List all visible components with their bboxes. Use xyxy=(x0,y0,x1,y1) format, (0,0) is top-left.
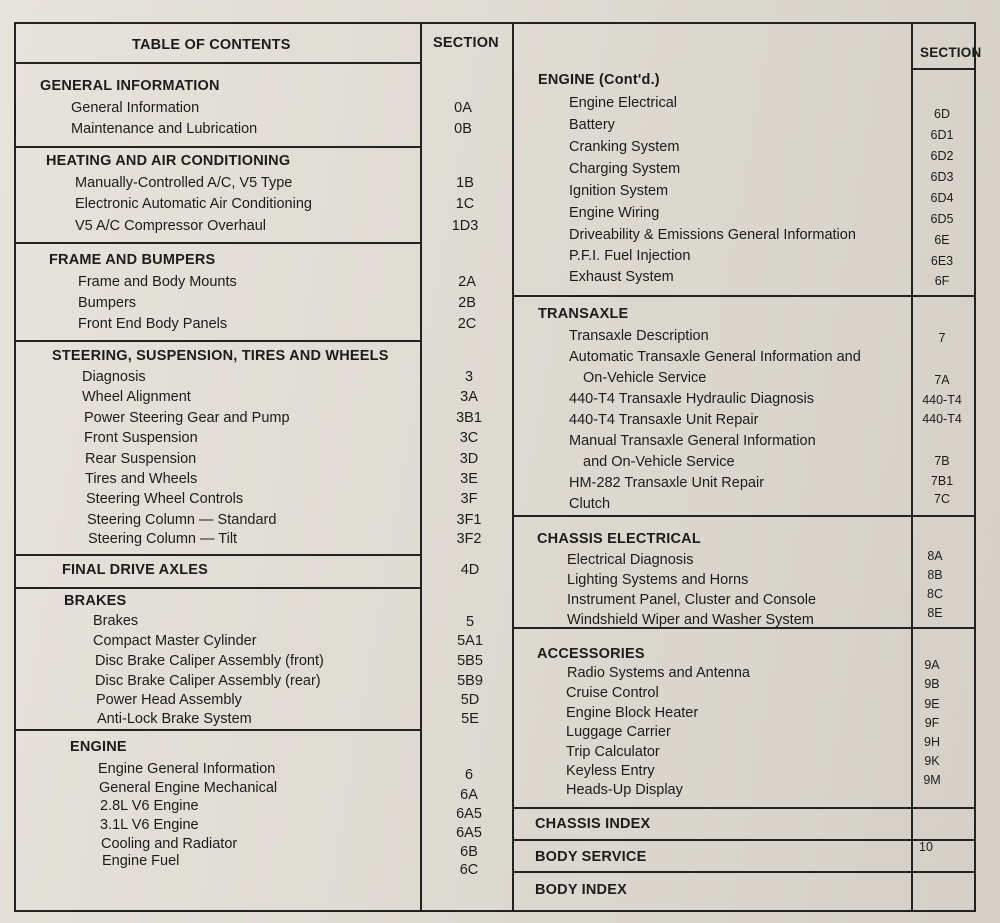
section-number: 6D4 xyxy=(930,191,954,205)
toc-entry[interactable]: Keyless Entry xyxy=(566,763,655,779)
section-number: 6 xyxy=(464,767,474,783)
section-number: 6A5 xyxy=(456,825,482,841)
toc-entry[interactable]: Clutch xyxy=(569,496,611,512)
rule xyxy=(16,554,421,556)
section-number: 7C xyxy=(934,492,950,506)
toc-entry-continued[interactable]: and On-Vehicle Service xyxy=(583,454,735,470)
section-number: 6D3 xyxy=(930,170,954,184)
toc-entry[interactable]: Manual Transaxle General Information xyxy=(569,433,816,449)
toc-entry[interactable]: Engine Fuel xyxy=(102,853,180,869)
toc-entry[interactable]: Brakes xyxy=(93,613,139,629)
toc-entry[interactable]: Engine Electrical xyxy=(569,95,677,111)
heading-general-information: GENERAL INFORMATION xyxy=(40,78,220,94)
section-number: 9E xyxy=(924,697,940,711)
toc-entry[interactable]: Luggage Carrier xyxy=(566,724,671,740)
toc-entry[interactable]: Electrical Diagnosis xyxy=(567,552,694,568)
rule xyxy=(16,62,421,64)
heading-brakes: BRAKES xyxy=(64,593,127,609)
toc-entry[interactable]: Cooling and Radiator xyxy=(101,836,238,852)
section-number: 3A xyxy=(460,389,478,405)
section-number: 6E3 xyxy=(930,254,954,268)
toc-entry[interactable]: Battery xyxy=(569,117,615,133)
toc-entry[interactable]: Engine Block Heater xyxy=(566,705,699,721)
heading-heating-air-conditioning: HEATING AND AIR CONDITIONING xyxy=(46,153,291,169)
section-number: 10 xyxy=(919,840,933,854)
toc-entry[interactable]: General Information xyxy=(71,100,200,116)
section-number: 6D xyxy=(934,107,950,121)
section-number: 6B xyxy=(460,844,478,860)
section-number: 9K xyxy=(924,754,940,768)
section-number: 6F xyxy=(934,274,950,288)
rule xyxy=(512,515,976,517)
toc-entry[interactable]: Frame and Body Mounts xyxy=(78,274,237,290)
toc-entry[interactable]: Front Suspension xyxy=(84,430,198,446)
toc-entry[interactable]: Tires and Wheels xyxy=(85,471,198,487)
section-number: 2C xyxy=(457,316,477,332)
section-number: 3F1 xyxy=(456,512,482,528)
heading-transaxle: TRANSAXLE xyxy=(538,306,629,322)
rule xyxy=(16,146,421,148)
heading-chassis-index[interactable]: CHASSIS INDEX xyxy=(535,816,651,832)
section-number: 5 xyxy=(465,614,475,630)
section-number: 9M xyxy=(923,773,941,787)
section-number: 2B xyxy=(458,295,476,311)
section-number: 8E xyxy=(927,606,943,620)
section-number: 3D xyxy=(459,451,479,467)
toc-entry[interactable]: HM-282 Transaxle Unit Repair xyxy=(569,475,765,491)
toc-entry[interactable]: Anti-Lock Brake System xyxy=(97,711,252,727)
toc-entry[interactable]: P.F.I. Fuel Injection xyxy=(569,248,691,264)
toc-entry[interactable]: Front End Body Panels xyxy=(78,316,228,332)
section-number: 9F xyxy=(924,716,940,730)
section-number: 3B1 xyxy=(456,410,482,426)
rule xyxy=(16,587,421,589)
section-number: 8C xyxy=(927,587,943,601)
section-number: 6A5 xyxy=(456,806,482,822)
toc-title: TABLE OF CONTENTS xyxy=(132,37,291,53)
section-number: 0A xyxy=(454,100,472,116)
toc-entry[interactable]: 2.8L V6 Engine xyxy=(100,798,199,814)
section-number: 3F2 xyxy=(456,531,482,547)
section-number: 1B xyxy=(456,175,474,191)
section-number: 5E xyxy=(461,711,479,727)
toc-entry[interactable]: Automatic Transaxle General Information and xyxy=(569,349,861,365)
section-number: 1C xyxy=(455,196,475,212)
toc-entry[interactable]: Charging System xyxy=(569,161,681,177)
rule xyxy=(512,807,976,809)
toc-entry[interactable]: Bumpers xyxy=(78,295,137,311)
section-number: 5B5 xyxy=(457,653,483,669)
toc-entry[interactable]: Cranking System xyxy=(569,139,680,155)
toc-entry[interactable]: Instrument Panel, Cluster and Console xyxy=(567,592,817,608)
heading-steering-suspension: STEERING, SUSPENSION, TIRES AND WHEELS xyxy=(52,348,389,364)
toc-entry[interactable]: General Engine Mechanical xyxy=(99,780,278,796)
toc-entry[interactable]: Engine General Information xyxy=(98,761,276,777)
section-number: 3 xyxy=(464,369,474,385)
section-number: 3C xyxy=(459,430,479,446)
toc-entry[interactable]: Steering Wheel Controls xyxy=(86,491,244,507)
toc-entry[interactable]: Steering Column — Tilt xyxy=(88,531,238,547)
rule xyxy=(912,68,976,70)
toc-entry[interactable]: 440-T4 Transaxle Unit Repair xyxy=(569,412,759,428)
section-number: 440-T4 xyxy=(922,393,962,407)
heading-final-drive-axles: FINAL DRIVE AXLES xyxy=(62,562,208,578)
section-number: 5A1 xyxy=(457,633,483,649)
toc-entry[interactable]: Disc Brake Caliper Assembly (rear) xyxy=(95,673,321,689)
section-number: 7B1 xyxy=(930,474,954,488)
section-number: 4D xyxy=(460,562,480,578)
section-number: 7B xyxy=(934,454,950,468)
heading-frame-and-bumpers: FRAME AND BUMPERS xyxy=(49,252,216,268)
section-number: 5B9 xyxy=(457,673,483,689)
toc-entry[interactable]: Exhaust System xyxy=(569,269,674,285)
toc-entry[interactable]: Ignition System xyxy=(569,183,669,199)
heading-chassis-electrical: CHASSIS ELECTRICAL xyxy=(537,531,701,547)
section-number: 3E xyxy=(460,471,478,487)
toc-entry[interactable]: V5 A/C Compressor Overhaul xyxy=(75,218,266,234)
toc-entry[interactable]: Rear Suspension xyxy=(85,451,197,467)
toc-entry[interactable]: Maintenance and Lubrication xyxy=(71,121,258,137)
toc-entry-continued[interactable]: On-Vehicle Service xyxy=(583,370,707,386)
section-number: 9H xyxy=(924,735,940,749)
section-number: 0B xyxy=(454,121,472,137)
divider-left-section-col xyxy=(420,24,422,912)
divider-middle xyxy=(512,24,514,912)
toc-entry[interactable]: Engine Wiring xyxy=(569,205,660,221)
section-number: 7A xyxy=(934,373,950,387)
toc-entry[interactable]: Steering Column — Standard xyxy=(87,512,277,528)
section-column-header-left: SECTION xyxy=(433,35,499,51)
rule xyxy=(16,242,421,244)
toc-entry[interactable]: Compact Master Cylinder xyxy=(93,633,257,649)
toc-entry[interactable]: Power Steering Gear and Pump xyxy=(84,410,290,426)
rule xyxy=(512,871,976,873)
toc-entry[interactable]: Radio Systems and Antenna xyxy=(567,665,750,681)
section-number: 8B xyxy=(927,568,943,582)
section-number: 7 xyxy=(938,331,946,345)
toc-entry[interactable]: Driveability & Emissions General Information xyxy=(569,227,856,243)
section-number: 5D xyxy=(460,692,480,708)
toc-entry[interactable]: 440-T4 Transaxle Hydraulic Diagnosis xyxy=(569,391,814,407)
toc-entry[interactable]: Disc Brake Caliper Assembly (front) xyxy=(95,653,324,669)
section-number: 6E xyxy=(934,233,950,247)
rule xyxy=(16,729,421,731)
section-number: 9A xyxy=(924,658,940,672)
heading-body-service[interactable]: BODY SERVICE xyxy=(535,849,647,865)
section-number: 6C xyxy=(459,862,479,878)
toc-entry[interactable]: Cruise Control xyxy=(566,685,659,701)
section-number: 6D5 xyxy=(930,212,954,226)
section-number: 9B xyxy=(924,677,940,691)
heading-engine-contd: ENGINE (Cont'd.) xyxy=(538,72,660,88)
section-number: 6D1 xyxy=(930,128,954,142)
section-column-header-right: SECTION xyxy=(920,45,982,60)
toc-entry[interactable]: Heads-Up Display xyxy=(566,782,683,798)
toc-entry[interactable]: Manually-Controlled A/C, V5 Type xyxy=(75,175,293,191)
section-number: 6A xyxy=(460,787,478,803)
heading-body-index[interactable]: BODY INDEX xyxy=(535,882,627,898)
section-number: 8A xyxy=(927,549,943,563)
section-number: 2A xyxy=(458,274,476,290)
toc-entry[interactable]: Transaxle Description xyxy=(569,328,709,344)
toc-entry[interactable]: Power Head Assembly xyxy=(96,692,242,708)
section-number: 1D3 xyxy=(451,218,479,234)
toc-entry[interactable]: Electronic Automatic Air Conditioning xyxy=(75,196,312,212)
heading-accessories: ACCESSORIES xyxy=(537,646,645,662)
toc-entry[interactable]: 3.1L V6 Engine xyxy=(100,817,199,833)
toc-entry[interactable]: Diagnosis xyxy=(82,369,146,385)
toc-entry[interactable]: Trip Calculator xyxy=(566,744,660,760)
rule xyxy=(16,340,421,342)
section-number: 6D2 xyxy=(930,149,954,163)
section-number: 3F xyxy=(460,491,478,507)
rule xyxy=(512,295,976,297)
toc-entry[interactable]: Wheel Alignment xyxy=(82,389,191,405)
heading-engine: ENGINE xyxy=(70,739,127,755)
toc-entry[interactable]: Lighting Systems and Horns xyxy=(567,572,749,588)
section-number: 440-T4 xyxy=(922,412,962,426)
toc-entry[interactable]: Windshield Wiper and Washer System xyxy=(567,612,814,628)
